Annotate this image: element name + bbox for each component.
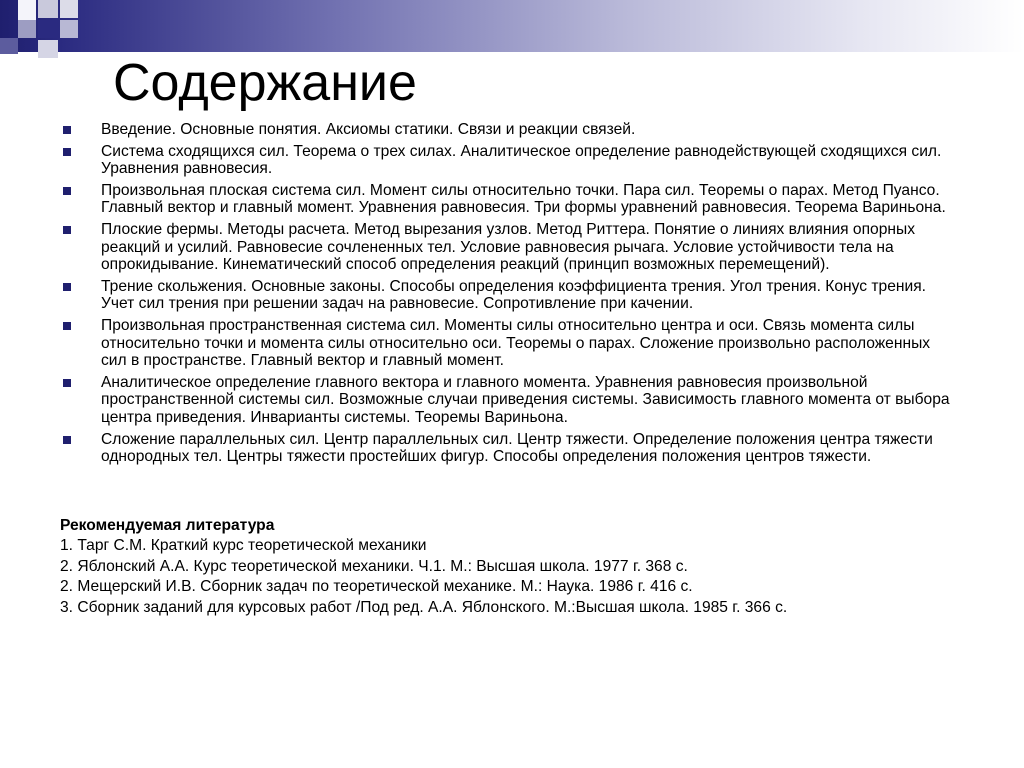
square-bullet-icon — [63, 126, 71, 134]
decorative-square — [60, 0, 78, 18]
list-item — [60, 317, 960, 370]
list-item-text: Введение. Основные понятия. Аксиомы статики. Связи и реакции связей. — [101, 121, 636, 138]
list-item-text: Произвольная плоская система сил. Момент силы относительно точки. Пара сил. Теоремы о парах. Метод Пуансо. Главный вектор и главный момент. Уравнения равновесия. Три формы уравнений равновесия. Теорема Вариньона. — [101, 181, 946, 217]
literature-section — [60, 516, 960, 618]
list-item-text: Плоские фермы. Методы расчета. Метод вырезания узлов. Метод Риттера. Понятие о линиях влияния опорных реакций и усилий. Равновесие сочлененных тел. Условие равновесия рычага. Условие устойчивости тела на опрокидывание. Кинематический способ определения реакций (принцип возможных перемещений). — [101, 220, 916, 274]
list-item — [60, 121, 960, 139]
square-bullet-icon — [63, 283, 71, 291]
literature-heading: Рекомендуемая литература — [60, 517, 275, 534]
contents-list — [60, 121, 960, 470]
list-item-text: Система сходящихся сил. Теорема о трех силах. Аналитическое определение равнодействующей сходящихся сил. Уравнения равновесия. — [101, 142, 942, 178]
slide-title: Содержание — [113, 54, 417, 112]
decorative-square — [38, 0, 58, 18]
list-item — [60, 374, 960, 427]
list-item — [60, 221, 960, 274]
decorative-square — [38, 40, 58, 58]
literature-item: 2. Мещерский И.В. Сборник задач по теоретической механике. М.: Наука. 1986 г. 416 с. — [60, 578, 693, 595]
list-item-text: Сложение параллельных сил. Центр параллельных сил. Центр тяжести. Определение положения центра тяжести однородных тел. Центры тяжести простейших фигур. Способы определения положения центров тяжести. — [101, 430, 933, 466]
literature-item: 1. Тарг С.М. Краткий курс теоретической механики — [60, 537, 427, 554]
decorative-square — [18, 0, 36, 20]
list-item — [60, 431, 960, 466]
list-item-text: Аналитическое определение главного вектора и главного момента. Уравнения равновесия произвольной пространственной системы сил. Возможные случаи приведения системы. Зависимость главного момента от выбора центра приведения. Инварианты системы. Теоремы Вариньона. — [101, 373, 950, 426]
list-item — [60, 278, 960, 313]
square-bullet-icon — [63, 322, 71, 330]
decorative-square — [38, 20, 58, 38]
square-bullet-icon — [63, 148, 71, 156]
list-item-text: Трение скольжения. Основные законы. Способы определения коэффициента трения. Угол трения. Конус трения. Учет сил трения при решении задач на равновесие. Сопротивление при качении. — [101, 277, 926, 313]
literature-item: 2. Яблонский А.А. Курс теоретической механики. Ч.1. М.: Высшая школа. 1977 г. 368 с. — [60, 557, 688, 575]
decorative-square — [0, 38, 18, 54]
list-item — [60, 182, 960, 217]
literature-item: 3. Сборник заданий для курсовых работ /Под ред. А.А. Яблонского. М.:Высшая школа. 1985 г. 366 с. — [60, 598, 788, 616]
list-item-text: Произвольная пространственная система сил. Моменты силы относительно центра и оси. Связь момента силы относительно точки и момента силы относительно оси. Теоремы о парах. Сложение произвольно расположенных сил в пространстве. Главный вектор и главный момент. — [101, 316, 931, 370]
square-bullet-icon — [63, 187, 71, 195]
square-bullet-icon — [63, 226, 71, 234]
square-bullet-icon — [63, 436, 71, 444]
decorative-square — [18, 20, 36, 38]
header-gradient-band — [0, 0, 1024, 52]
decorative-square — [60, 20, 78, 38]
list-item — [60, 143, 960, 178]
square-bullet-icon — [63, 379, 71, 387]
